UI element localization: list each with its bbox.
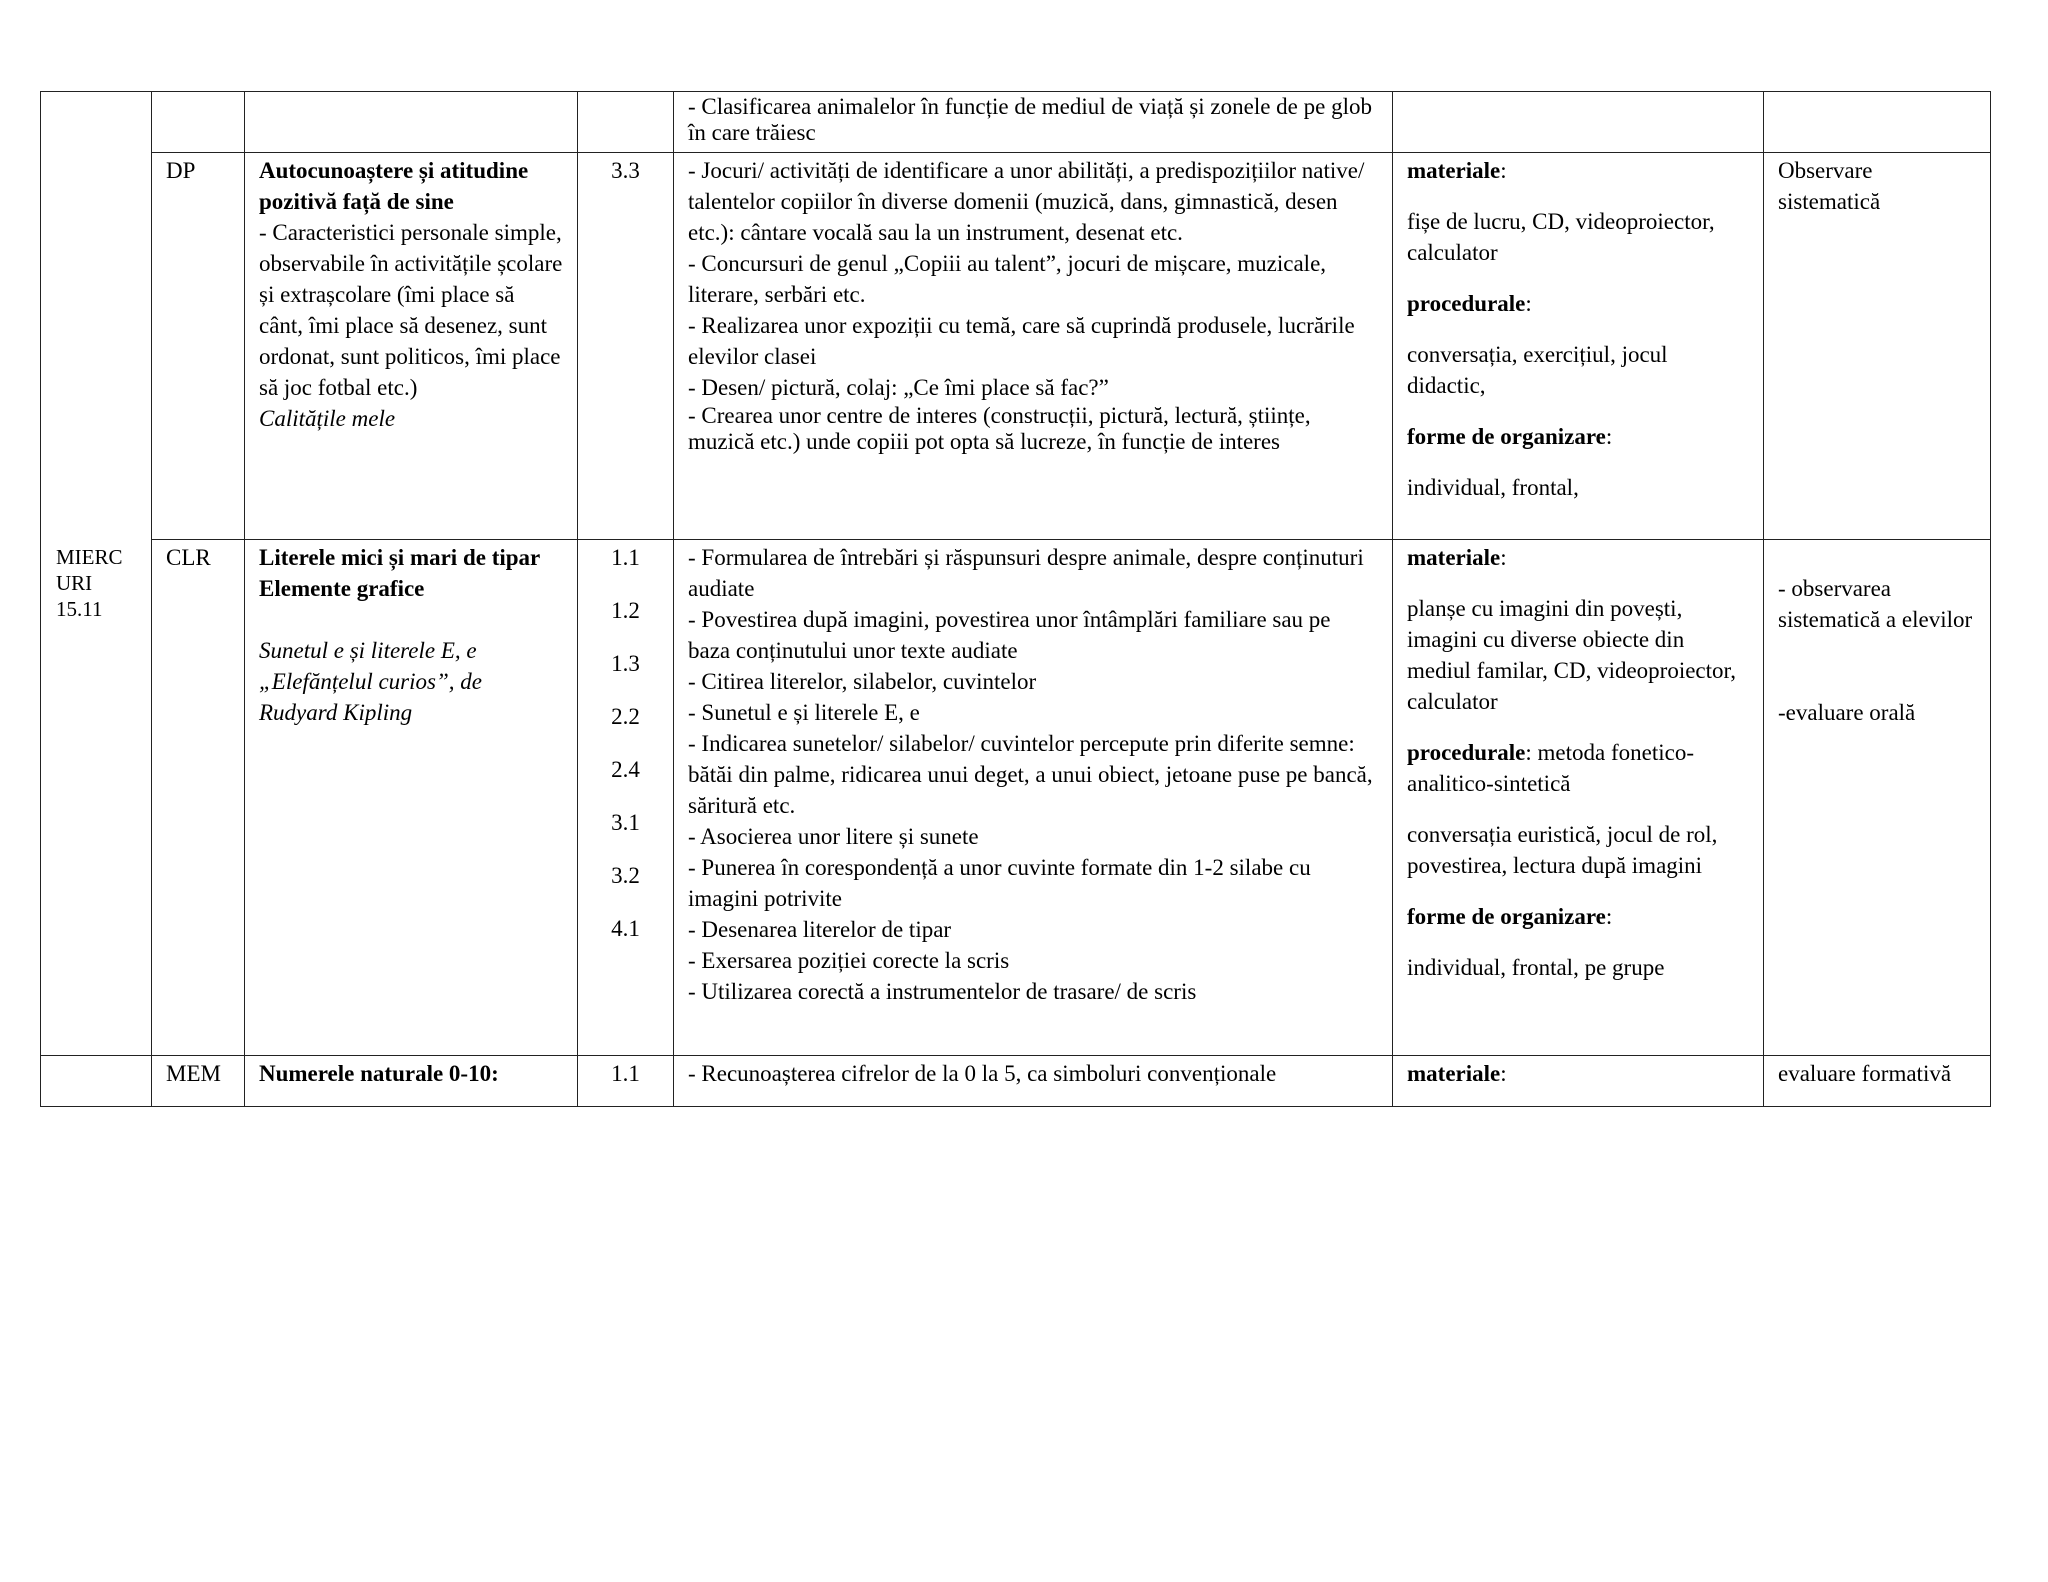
- topic-cell: [245, 540, 578, 1056]
- evaluation-item: -evaluare orală: [1778, 700, 1916, 725]
- resource-text: conversația, exercițiul, jocul didactic,: [1407, 342, 1668, 398]
- activities-cell: [674, 153, 1393, 540]
- topic-subtitle: Elemente grafice: [259, 576, 425, 601]
- activity-item: - Citirea literelor, silabelor, cuvintelor: [688, 669, 1037, 694]
- topic-cell: [245, 1056, 578, 1107]
- topic-cell: [245, 153, 578, 540]
- topic-lesson-title: Sunetul e și literele E, e: [259, 638, 477, 663]
- resources-cell: [1393, 92, 1764, 153]
- competence-cell: [578, 540, 674, 1056]
- day-cell: [41, 1056, 152, 1107]
- activity-item: - Punerea în corespondență a unor cuvinte formate din 1-2 silabe cu imagini potrivite: [688, 855, 1311, 911]
- competence-code: 3.3: [611, 158, 640, 183]
- competence-code: 2.4: [611, 757, 640, 782]
- evaluation-item: - observarea sistematică a elevilor: [1778, 576, 1973, 632]
- table-row: [41, 540, 1991, 1056]
- table-row: [41, 1056, 1991, 1107]
- activity-item: - Clasificarea animalelor în funcție de mediul de viață și zonele de pe glob în care trăiesc: [688, 94, 1372, 145]
- table-row: [41, 92, 1991, 153]
- evaluation-cell: [1764, 1056, 1991, 1107]
- activity-item: - Desenarea literelor de tipar: [688, 917, 952, 942]
- activity-item: - Recunoașterea cifrelor de la 0 la 5, ca simboluri convenționale: [688, 1061, 1277, 1086]
- activity-item: - Desen/ pictură, colaj: „Ce îmi place să fac?”: [688, 375, 1109, 400]
- activity-item: - Utilizarea corectă a instrumentelor de trasare/ de scris: [688, 979, 1197, 1004]
- resource-heading: materiale:: [1407, 158, 1507, 183]
- resource-heading: forme de organizare:: [1407, 424, 1613, 449]
- resource-text: individual, frontal, pe grupe: [1407, 955, 1665, 980]
- resource-heading: materiale:: [1407, 1061, 1507, 1086]
- resource-heading: procedurale: metoda fonetico-analitico-sintetică: [1407, 740, 1695, 796]
- activities-cell: [674, 1056, 1393, 1107]
- activity-item: - Realizarea unor expoziții cu temă, care să cuprindă produsele, lucrările elevilor clasei: [688, 313, 1355, 369]
- resource-heading: materiale:: [1407, 545, 1507, 570]
- resource-heading: forme de organizare:: [1407, 904, 1613, 929]
- competence-cell: [578, 1056, 674, 1107]
- resources-cell: [1393, 540, 1764, 1056]
- evaluation-cell: [1764, 540, 1991, 1056]
- activity-item: - Povestirea după imagini, povestirea unor întâmplări familiare sau pe baza conținutului unor texte audiate: [688, 607, 1331, 663]
- lesson-plan-table: [40, 91, 1991, 1107]
- competence-code: 1.2: [611, 598, 640, 623]
- activity-item: - Exersarea poziției corecte la scris: [688, 948, 1010, 973]
- activity-item: - Indicarea sunetelor/ silabelor/ cuvintelor percepute prin diferite semne: bătăi din palme, ridicarea unui deget, a unui obiect, jetoane puse pe bancă, săritură etc.: [688, 731, 1373, 818]
- subject-cell: MEM: [152, 1056, 245, 1107]
- resource-text: individual, frontal,: [1407, 475, 1579, 500]
- resources-cell: [1393, 1056, 1764, 1107]
- day-label-line: URI: [56, 571, 93, 595]
- subject-cell: CLR: [152, 540, 245, 1056]
- activity-item: - Sunetul e și literele E, e: [688, 700, 920, 725]
- day-label-line: 15.11: [56, 597, 103, 621]
- competence-cell: [578, 92, 674, 153]
- activity-item: - Crearea unor centre de interes (construcții, pictură, lectură, științe, muzică etc.) unde copiii pot opta să lucreze, în funcție de interes: [688, 403, 1311, 454]
- topic-cell: [245, 92, 578, 153]
- competence-code: 1.1: [611, 1061, 640, 1086]
- subject-cell: DP: [152, 153, 245, 540]
- evaluation-item: Observare sistematică: [1778, 158, 1881, 214]
- subject-cell: [152, 92, 245, 153]
- resource-text: conversația euristică, jocul de rol, povestirea, lectura după imagini: [1407, 822, 1718, 878]
- activities-cell: [674, 92, 1393, 153]
- topic-lesson-source: „Elefănțelul curios”, de Rudyard Kipling: [259, 669, 482, 725]
- resources-cell: [1393, 153, 1764, 540]
- competence-code: 3.1: [611, 810, 640, 835]
- evaluation-item: evaluare formativă: [1778, 1061, 1952, 1086]
- topic-description: - Caracteristici personale simple, observabile în activitățile școlare și extrașcolare (îmi place să cânt, îmi place să desenez, sunt ordonat, sunt politicos, îmi place să joc fotbal etc.): [259, 220, 563, 400]
- activity-item: - Asocierea unor litere și sunete: [688, 824, 979, 849]
- competence-code: 2.2: [611, 704, 640, 729]
- activity-item: - Concursuri de genul „Copiii au talent”, jocuri de mișcare, muzicale, literare, serbări etc.: [688, 251, 1327, 307]
- day-label-line: MIERC: [56, 545, 123, 569]
- activities-cell: [674, 540, 1393, 1056]
- competence-cell: [578, 153, 674, 540]
- competence-code: 3.2: [611, 863, 640, 888]
- topic-title: Literele mici și mari de tipar: [259, 545, 541, 570]
- topic-title: Numerele naturale 0-10:: [259, 1061, 499, 1086]
- evaluation-cell: [1764, 153, 1991, 540]
- evaluation-cell: [1764, 92, 1991, 153]
- activity-item: - Jocuri/ activități de identificare a unor abilități, a predispozițiilor native/ talentelor copiilor în diverse domenii (muzică, dans, gimnastică, desen etc.): cântare vocală sau la un instrument, desenat etc.: [688, 158, 1365, 245]
- resource-heading: procedurale:: [1407, 291, 1532, 316]
- table-row: [41, 153, 1991, 540]
- activity-item: - Formularea de întrebări și răspunsuri despre animale, despre conținuturi audiate: [688, 545, 1364, 601]
- topic-lesson-title: Calitățile mele: [259, 406, 396, 431]
- resource-text: planșe cu imagini din povești, imagini cu diverse obiecte din mediul familar, CD, videoproiector, calculator: [1407, 596, 1737, 714]
- topic-title: Autocunoaștere și atitudine pozitivă față de sine: [259, 158, 529, 214]
- competence-code: 4.1: [611, 916, 640, 941]
- competence-code: 1.3: [611, 651, 640, 676]
- day-label: [56, 544, 146, 622]
- resource-text: fișe de lucru, CD, videoproiector, calculator: [1407, 209, 1715, 265]
- competence-code: 1.1: [611, 545, 640, 570]
